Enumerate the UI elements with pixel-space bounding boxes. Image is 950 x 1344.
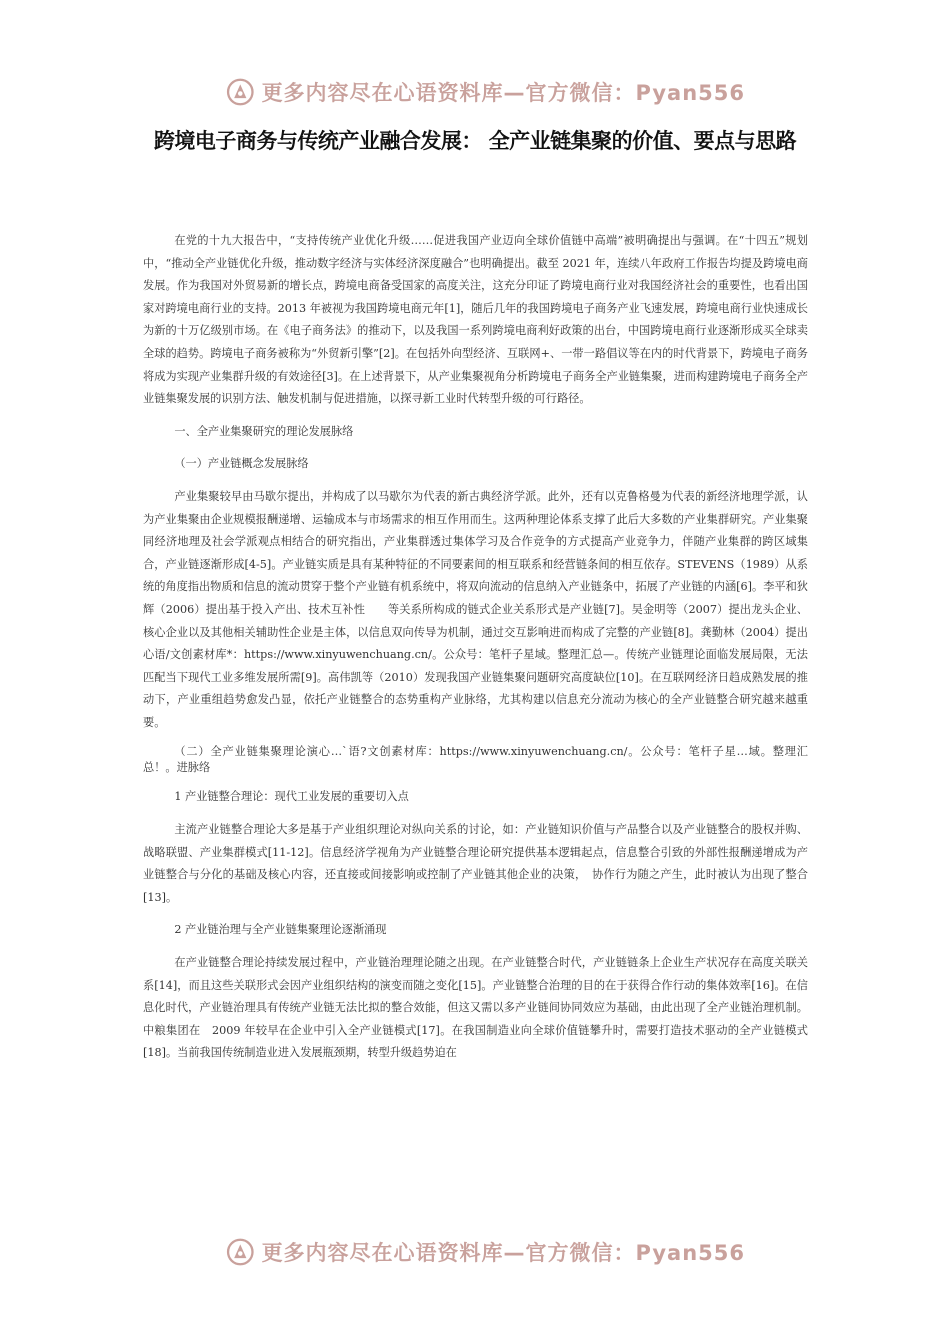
watermark-banner-top xyxy=(225,72,745,112)
intro-paragraph: 在党的十九大报告中，“支持传统产业优化升级……促进我国产业迈向全球价值链中高端”被明确提出与强调。在“十四五”规划中，“推动全产业链优化升级，推动数字经济与实体经济深度融合”也明确提出。截至 2021 年，连续八年政府工作报告均提及跨境电商发展。作为我国对外贸易新的增长点，跨境电商备受国家的高度关注，这充分印证了跨境电商行业对我国经济社会的重要性，也看出国家对跨境电商行业的支持。2013 年被视为我国跨境电商元年[1]，随后几年的我国跨境电子商务产业飞速发展，跨境电商行业快速成长为新的十万亿级别市场。在《电子商务法》的推动下，以及我国一系列跨境电商利好政策的出台，中国跨境电商行业逐渐形成买全球卖全球的趋势。跨境电子商务被称为“外贸新引擎”[2]。在包括外向型经济、互联网+、一带一路倡议等在内的时代背景下，跨境电子商务将成为实现产业集群升级的有效途径[3]。在上述背景下，从产业集聚视角分析跨境电子商务全产业链集聚，进而构建跨境电子商务全产业链集聚发展的识别方法、触发机制与促进措施，以探寻新工业时代转型升级的可行路径。 xyxy=(143,234,808,406)
article-title: 跨境电子商务与传统产业融合发展： 全产业链集聚的价值、要点与思路 xyxy=(153,129,797,153)
subsection-heading-1-1: （一）产业链概念发展脉络 xyxy=(174,457,309,471)
subsection-heading-1-2: （二）全产业链集聚理论演心…`语?文创素材库：https://www.xinyuwenchuang.cn/。公众号：笔杆子星…域。整理汇总！。进脉络 xyxy=(143,745,808,775)
section-heading-1: 一、全产业集聚研究的理论发展脉络 xyxy=(174,424,354,438)
brand-logo-icon xyxy=(225,1233,256,1271)
banner-text: 更多内容尽在心语资料库—官方微信：Pyan556 xyxy=(261,81,745,105)
banner-text: 更多内容尽在心语资料库—官方微信：Pyan556 xyxy=(261,1241,745,1265)
integration-paragraph: 主流产业链整合理论大多是基于产业组织理论对纵向关系的讨论，如：产业链知识价值与产品整合以及产业链整合的股权并购、战略联盟、产业集群模式[11-12]。信息经济学视角为产业链整合理论研究提供基本逻辑起点，信息整合引致的外部性报酬递增成为产业链整合与分化的基础及核心内容，还直接或间接影响或控制了产业链其他企业的决策， 协作行为随之产生，此时被认为出现了整合 [13]。 xyxy=(143,823,808,904)
article-body xyxy=(143,230,808,1065)
point-heading-1: 1 产业链整合理论：现代工业发展的重要切入点 xyxy=(174,790,409,804)
watermark-banner-bottom xyxy=(225,1232,745,1272)
concept-paragraph: 产业集聚较早由马歇尔提出，并构成了以马歇尔为代表的新古典经济学派。此外，还有以克鲁格曼为代表的新经济地理学派，认为产业集聚由企业规模报酬递增、运输成本与市场需求的相互作用而生。这两种理论体系支撑了此后大多数的产业集群研究。产业集聚同经济地理及社会学派观点相结合的研究指出，产业集群透过集体学习及合作竞争的方式提高产业竞争力，伴随产业集群的跨区域集合，产业链逐渐形成[4-5]。产业链实质是具有某种特征的不同要素间的相互联系和经营链条间的相互依存。STEVENS（1989）从系统的角度指出物质和信息的流动贯穿于整个产业链有机系统中，将双向流动的信息纳入产业链条中，拓展了产业链的内涵[6]。李平和狄辉（2006）提出基于投入产出、技术互补性 等关系所构成的链式企业关系形式是产业链[7]。吴金明等（2007）提出龙头企业、核心企业以及其他相关辅助性企业是主体，以信息双向传导为机制，通过交互影响进而构成了完整的产业链[8]。龚勤林（2004）提出心语/文创素材库*：https://www.xinyuwenchuang.cn/。公众号：笔杆子星域。整理汇总—。传统产业链理论面临发展局限，无法匹配当下现代工业多维发展所需[9]。高伟凯等（2010）发现我国产业链集聚问题研究高度缺位[10]。在互联网经济日趋成熟发展的推动下，产业重组趋势愈发凸显，依托产业链整合的态势重构产业脉络，尤其构建以信息充分流动为核心的全产业链整合研究越来越重要。 xyxy=(143,489,808,729)
brand-logo-icon xyxy=(225,73,256,111)
governance-paragraph: 在产业链整合理论持续发展过程中，产业链治理理论随之出现。在产业链整合时代，产业链链条上企业生产状况存在高度关联关系[14]，而且这些关联形式会因产业组织结构的演变而随之变化[15]。产业链整合治理的目的在于获得合作行动的集体效率[16]。在信息化时代，产业链治理具有传统产业链无法比拟的整合效能，但这又需以多产业链间协同效应为基础，由此出现了全产业链治理机制。中粮集团在 2009 年较早在企业中引入全产业链模式[17]。在我国制造业向全球价值链攀升时，需要打造技术驱动的全产业链模式[18]。当前我国传统制造业进入发展瓶颈期，转型升级趋势迫在 xyxy=(143,956,808,1060)
point-heading-2: 2 产业链治理与全产业链集聚理论逐渐涌现 xyxy=(174,923,387,937)
